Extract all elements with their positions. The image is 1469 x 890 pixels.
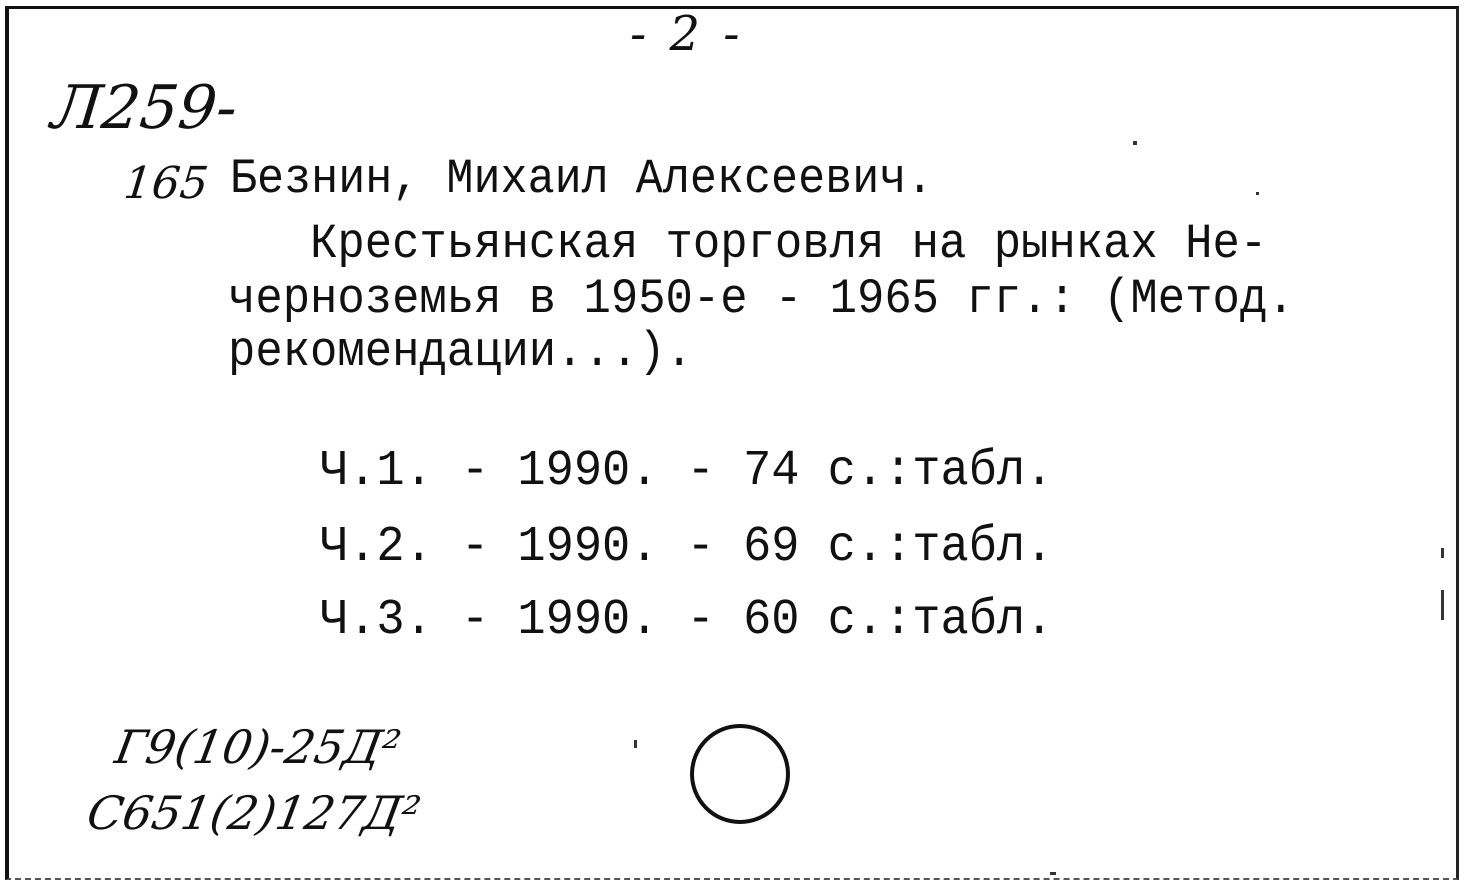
classification-code-2: С651(2)127Д²: [83, 786, 425, 840]
call-number-sub: 165: [121, 158, 211, 209]
scan-speck: [1256, 192, 1259, 195]
scan-speck: [634, 740, 637, 748]
scan-speck: [1133, 141, 1137, 145]
call-number-top: Л259-: [48, 73, 241, 143]
title-line-2: черноземья в 1950-е - 1965 гг.: (Метод.: [228, 271, 1295, 327]
title-line-3: рекомендации...).: [228, 324, 693, 380]
author-heading: Безнин, Михаил Алексеевич.: [230, 151, 934, 207]
punch-hole-circle: [690, 724, 790, 824]
scan-speck: [1441, 548, 1444, 558]
scan-speck: [1441, 590, 1444, 620]
scan-speck: [1050, 872, 1056, 875]
page-number: - 2 -: [630, 6, 744, 62]
part-entry: Ч.1. - 1990. - 74 с.:табл.: [320, 443, 1054, 500]
title-line-1: Крестьянская торговля на рынках Не-: [228, 216, 1268, 272]
classification-code-1: Г9(10)-25Д²: [111, 720, 405, 774]
part-entry: Ч.2. - 1990. - 69 с.:табл.: [320, 519, 1054, 576]
part-entry: Ч.3. - 1990. - 60 с.:табл.: [320, 592, 1054, 649]
